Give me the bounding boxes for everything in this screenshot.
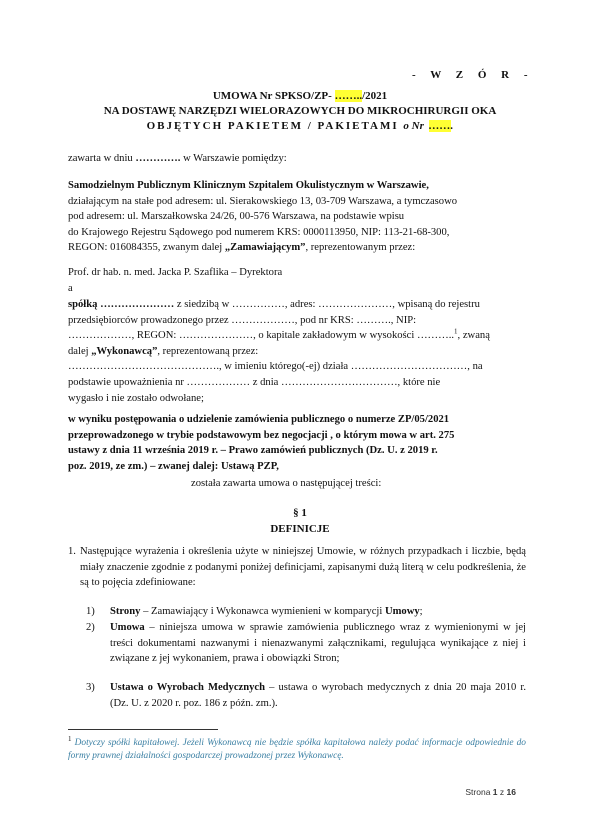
definitions-number: 1. [68,546,76,557]
procedure-line-1: w wyniku postępowania o udzielenie zamówienia publicznego o numerze ZP/05/2021 [68,414,450,425]
wykonawca-line-4 [68,344,526,360]
contract-concluded-line: została zawarta umowa o następującej treści: [191,478,382,489]
footnote [68,734,526,763]
footnote-mark: 1 [68,734,72,743]
item-body [110,620,526,667]
hospital-name: Samodzielnym Publicznym Klinicznym Szpitalem Okulistycznym w Warszawie, [68,180,429,191]
wykonawca-regon: ………………, REGON: …………………, o kapitale zakładowym w wysokości ……….. [68,330,455,342]
item-text: – Zamawiający i Wykonawca wymienieni w komparycji [140,606,385,617]
representative-line: Prof. dr hab. n. med. Jacka P. Szaflika – Dyrektora [68,267,283,278]
page-number [465,785,516,801]
wykonawca-term: „Wykonawcą” [91,345,158,357]
represented-by-2: , reprezentowaną przez: [157,345,259,357]
regon-text: REGON: 016084355, zwanym dalej [68,242,223,254]
wzor-label: - W Z Ó R - [412,69,534,81]
item-number: 1) [86,606,95,617]
conjunction-a: a [68,283,73,294]
dalej-text: dalej [68,345,89,357]
contract-date-line [68,151,526,167]
hospital-address-1: działającym na stałe pod adresem: ul. Sierakowskiego 13, 03-709 Warszawa, a tymczasowo [68,195,458,207]
definitions-text: Następujące wyrażenia i określenia użyte w niniejszej Umowie, w różnych przypadkach i liczbie, będą miały znaczenie zgodnie z podanymi poniżej definicjami, zapisanymi dużą literą w celu podkreślenia, że są to pojęcia zdefiniowane: [80,546,526,589]
item-body [110,680,526,711]
title-end-dot: . [450,120,454,132]
item-term-2: Umowy [384,606,420,617]
definition-item [86,680,526,711]
zamawiajacy-term: „Zamawiającym” [224,242,306,254]
contract-date-blank: …………. [135,153,181,164]
wykonawca-line-1 [68,297,526,313]
title-prefix: UMOWA Nr SPKSO/ZP- [212,90,332,102]
item-number: 2) [86,622,95,633]
wykonawca-line-2: przedsiębiorców prowadzonego przez ………………, pod nr KRS: ………., NIP: [68,314,417,326]
hospital-address-2: pod adresem: ul. Marszałkowska 24/26, 00-576 Warszawa, na podstawie wpisu [68,211,405,223]
zawarta-place: w Warszawie pomiędzy: [183,153,287,164]
hospital-registry: do Krajowego Rejestru Sądowego pod numerem KRS: 0000113950, NIP: 113-21-68-300, [68,226,450,238]
item-term: Ustawa o Wyrobach Medycznych [110,682,266,693]
spolka-term: spółką ………………… [68,299,175,310]
page-of: z [499,787,505,797]
zwana-text: , zwaną [457,330,490,342]
wykonawca-line-6: podstawie upoważnienia nr ……………… z dnia ……………………………, które nie [68,376,441,388]
definition-item [86,604,526,620]
title-packages: OBJĘTYCH PAKIETEM / PAKIETAMI [146,120,399,132]
represented-by: , reprezentowanym przez: [305,242,416,254]
definition-item [86,620,526,667]
party-wykonawca [68,297,526,406]
party-zamawiajacy [68,178,526,256]
footnote-separator [68,729,218,730]
footnote-ref[interactable]: 1 [454,327,458,336]
title-line-1 [60,89,540,105]
wykonawca-seat: z siedzibą w ……………, adres: …………………, wpisaną do rejestru [174,299,480,310]
procedure-clause [68,412,526,474]
page-current: 1 [492,787,498,797]
item-term: Strony [110,606,141,617]
footnote-text: Dotyczy spółki kapitałowej. Jeżeli Wykonawcą nie będzie spółka kapitałowa należy podać informacje odpowiednie do formy prawnej działalności gospodarczej prowadzonej przez Wykonawcę. [68,738,526,761]
wykonawca-line-5: ……………………………………., w imieniu którego(-ej) działa ……………………………, na [68,361,483,373]
page-label: Strona [465,787,491,797]
section-title: DEFINICJE [270,523,330,535]
item-text: – niniejsza umowa w sprawie zamówienia publicznego wraz z wymienionymi w jej treści dokumentami nazwanymi i nienazwanymi załącznikami, regulująca wynikające z niej i związane z jej wykonaniem, prawa i obowiązki Stron; [110,622,526,665]
item-text: – ustawa o wyrobach medycznych z dnia 20 maja 2010 r. (Dz. U. z 2020 r. poz. 186 z późn. zm.). [110,682,526,709]
title-line-2: NA DOSTAWĘ NARZĘDZI WIELORAZOWYCH DO MIKROCHIRURGII OKA [103,105,497,117]
wykonawca-line-3 [68,328,526,344]
title-year: /2021 [362,90,388,102]
item-term: Umowa [110,622,145,633]
title-number-blank: …….. [334,90,363,102]
item-body [110,604,526,620]
section-number: § 1 [293,507,307,519]
procedure-line-3: ustawy z dnia 11 września 2019 r. – Prawo zamówień publicznych (Dz. U. z 2019 r. [68,445,438,457]
hospital-regon-line [68,240,526,256]
title-nr-label: o Nr [403,120,424,132]
procedure-line-2: przeprowadzonego w trybie podstawowym bez negocjacji , o którym mowa w art. 275 [68,429,455,441]
definitions-intro [68,544,526,591]
title-line-3 [60,119,540,135]
wykonawca-line-7: wygasło i nie zostało odwołane; [68,392,204,404]
procedure-line-4: poz. 2019, ze zm.) – zwanej dalej: Ustawą PZP, [68,460,279,472]
zawarta-text: zawarta w dniu [68,153,133,164]
title-nr-blank: …… [428,120,451,132]
item-number: 3) [86,682,95,693]
item-text-end: ; [419,606,423,617]
page-total: 16 [506,787,516,797]
